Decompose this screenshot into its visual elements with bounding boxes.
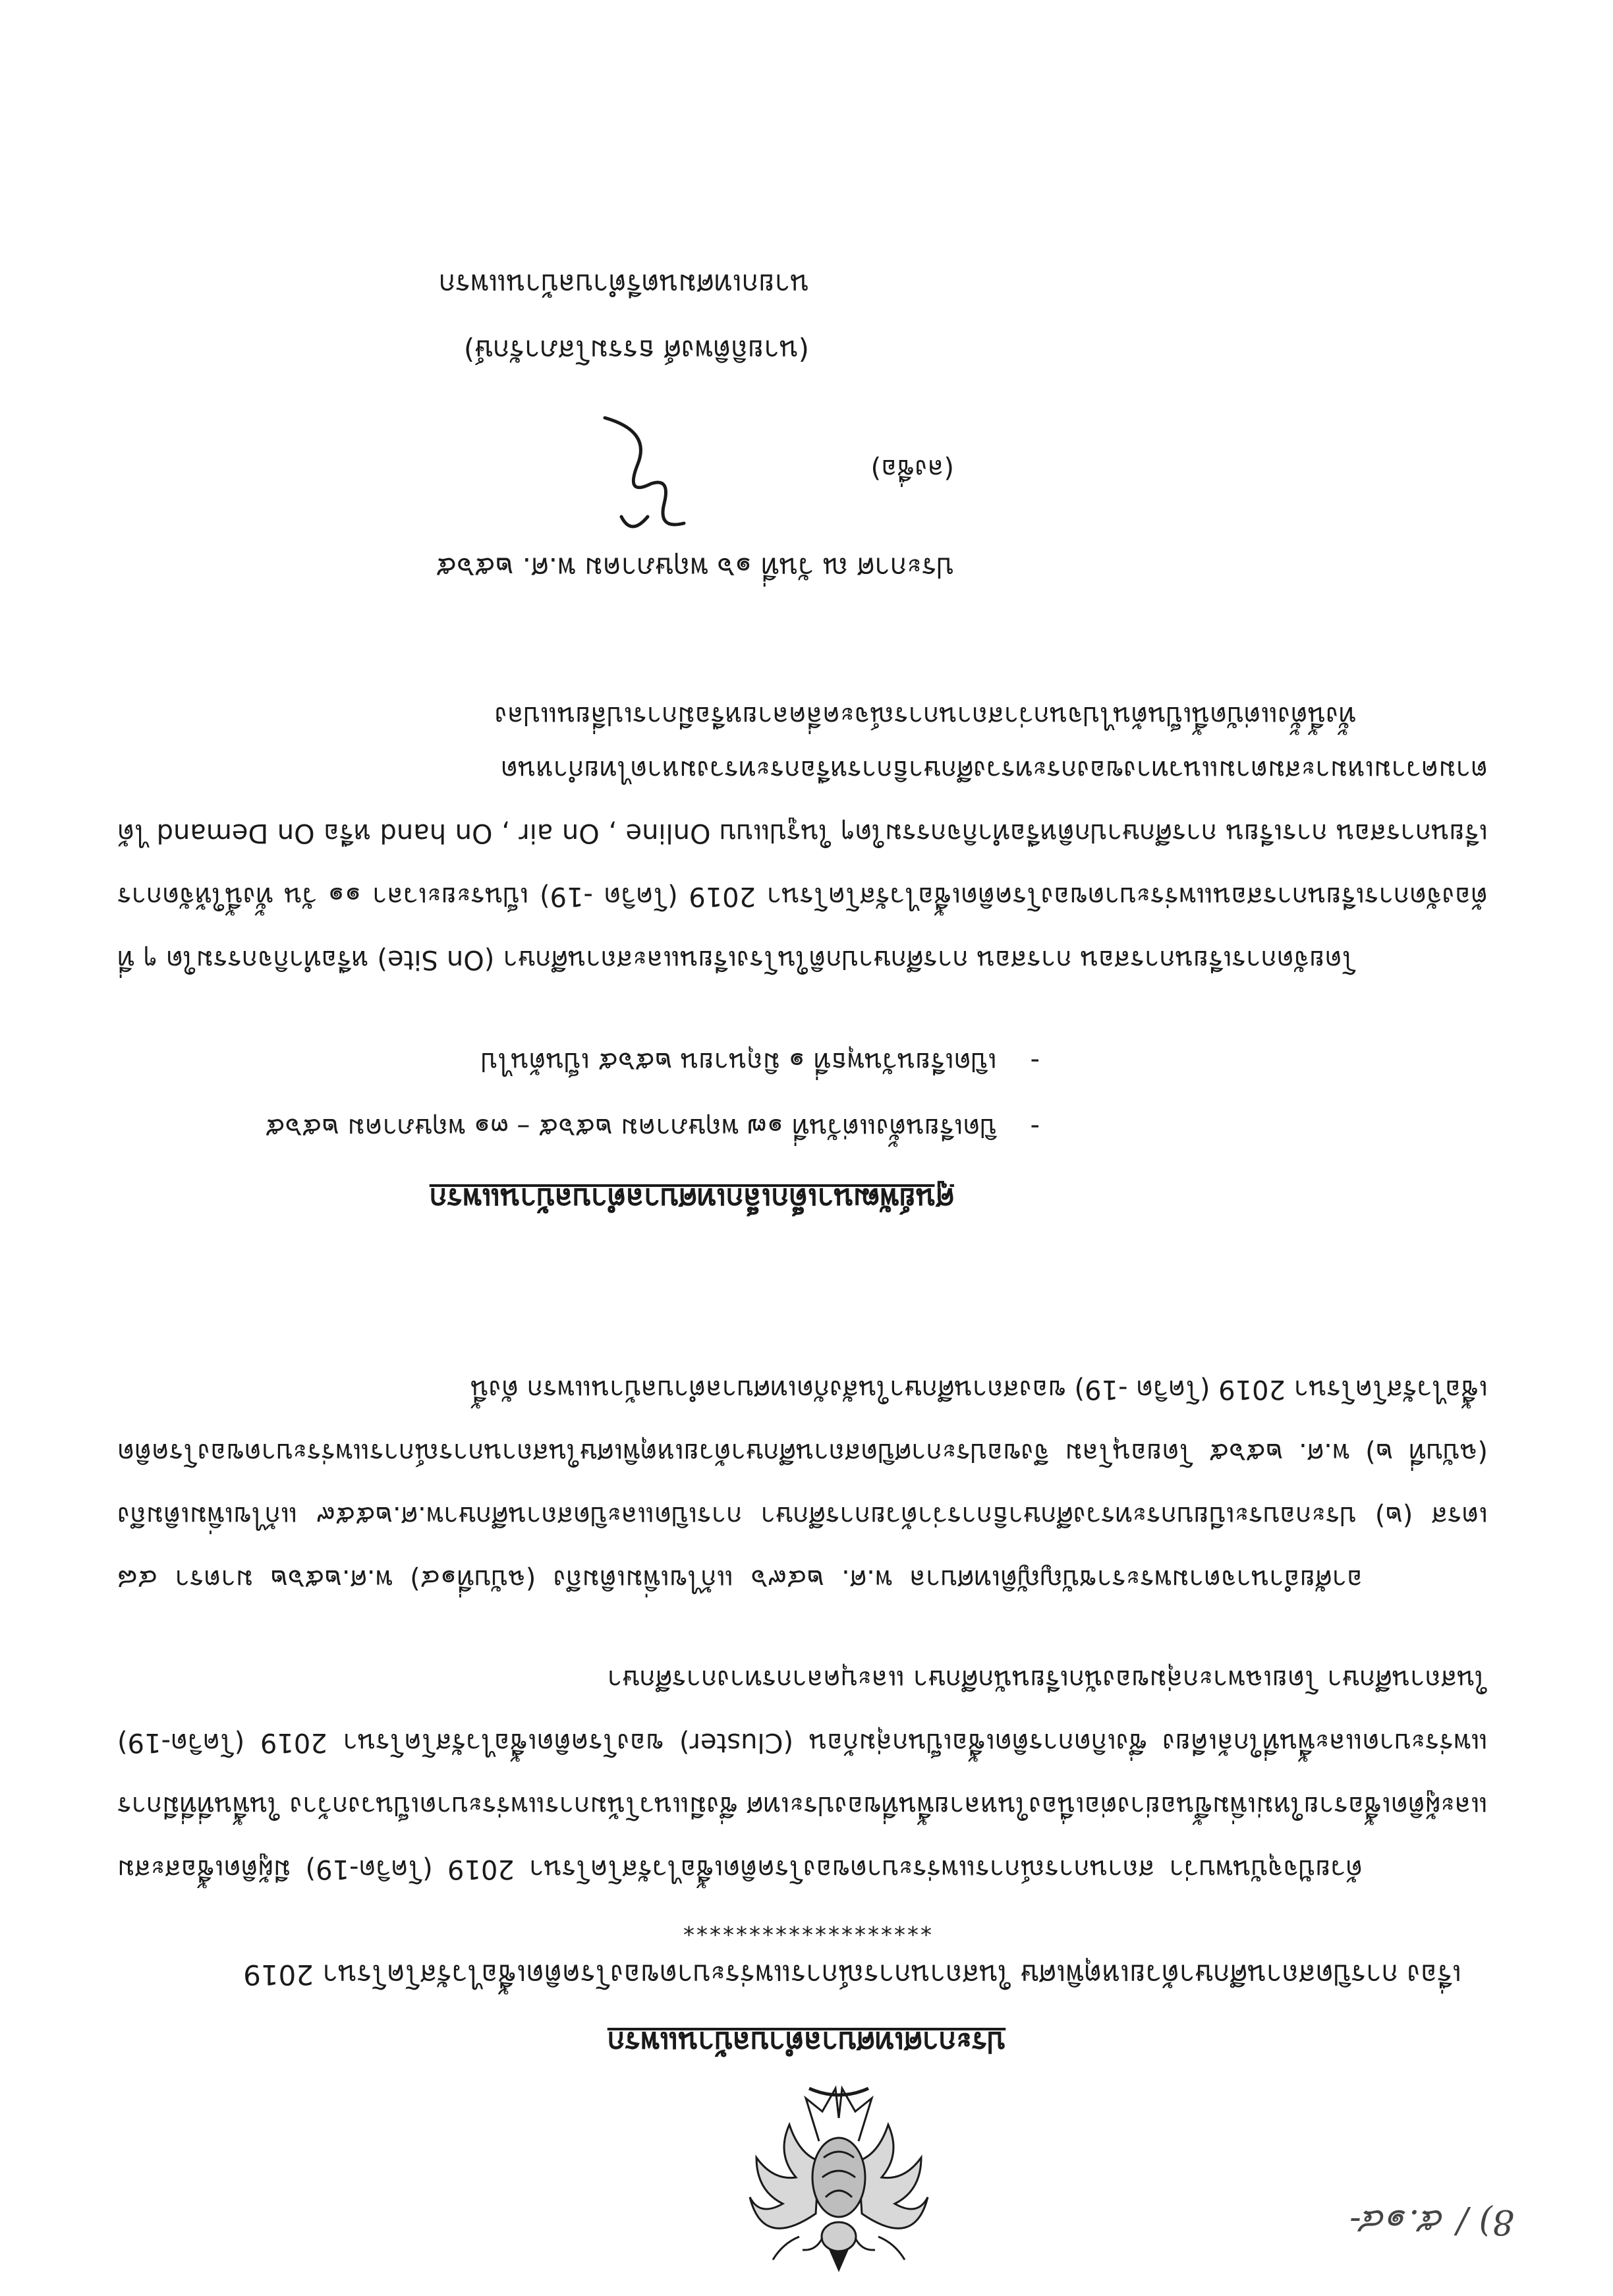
list-item: - เปิดเรียนวันพุธที่ ๑ มิถุนายน ๒๕๖๕ เป็นต้นไป [480, 1047, 1040, 1077]
garuda-emblem-icon [743, 2079, 934, 2276]
signer-name: (นายถิติพงศ์ ธรรมโสภารักษ์) [463, 334, 809, 366]
announcement-date: ประกาศ ณ วันที่ ๑๖ พฤษภาคม พ.ศ. ๒๕๖๕ [436, 552, 954, 584]
announcement-title: ประกาศเทศบาลตำบลบ้านแพรก [607, 2025, 1006, 2059]
signature-icon [585, 411, 697, 543]
signed-label: (ลงชื่อ) [870, 453, 954, 484]
separator: ******************* [681, 1914, 932, 1940]
section-heading: ศูนย์พัฒนาเด็กเล็กเทศบาลตำบลบ้านแพรก [429, 1182, 954, 1215]
handwritten-note: 8) / ๕.๑๔- [1349, 2202, 1514, 2241]
list-item: - ปิดเรียนตั้งแต่วันที่ ๑๗ พฤษภาคม ๒๕๖๕ – ๓๑ พฤษภาคม ๒๕๖๕ [265, 1112, 1040, 1143]
paragraph-4: ทั้งนี้ตั้งแต่บัดนี้เป็นต้นไปจนกว่าสถานการณ์จะคลี่คลายหรือมีการเปลี่ยนแปลง [494, 701, 1356, 731]
bullet-text: ปิดเรียนตั้งแต่วันที่ ๑๗ พฤษภาคม ๒๕๖๕ – ๓๑ พฤษภาคม ๒๕๖๕ [265, 1112, 997, 1143]
subject-line: เรื่อง การปิดสถานศึกษาด้วยเหตุพิเศษ ในสถานการณ์การแพร่ระบาดของโรคติดเชื้อไวรัสโคโรนา 2019 [243, 1959, 1461, 1991]
paragraph-2: อาศัยอำนาจตามพระราชบัญญัติเทศบาล พ.ศ. ๒๔๙๖ แก้ไขเพิ่มเติมถึง (ฉบับที่๑๔) พ.ศ.๒๕๖๒ มาตรา ๔๘ เตรส (๒) ประกอบระเบียบกระทรวงศึกษาธิการว่าด้วยการศึกษา การเปิดและปิดสถานศึกษาพ.ศ.๒๕๕๙ แก้ไขเพิ่มเติมถึง (ฉบับที่ ๒) พ.ศ. ๒๕๖๕ โดยอนุโลม จึงขอประกาศปิดสถานศึกษาด้วยเหตุพิเศษในสถานการณ์การแพร่ระบาดของโรคติดเชื้อไวรัสโคโรนา 2019 (โควิด -19) ของสถานศึกษาในสังกัดเทศบาลตำบลบ้านแพรก ดังนี้ [117, 1374, 1488, 1594]
paragraph-3: โดยจัดการเรียนการสอน การสอน การศึกษาปกติในโรงเรียนและสถานศึกษา (On Site) หรือทำกิจกรรมใด ๆ ที่ต้องจัดการเรียนการสอนแพร่ระบาดของโรคติดเชื้อไวรัสโคโรนา 2019 (โควิด -19) เป็นระยะเวลา ๑๑ วัน ทั้งนี้ให้จัดการเรียนการสอน การเรียน การศึกษาปกติหรือทำกิจกรรมใดๆ ในรูปแบบ Online , On air , On hand หรือ On Demand ได้ตามความเหมาะสมตามแนวทางของกระทรวงศึกษาธิการหรือกระทรวงมหาดไทยกำหนด [117, 755, 1488, 975]
bullet-text: เปิดเรียนวันพุธที่ ๑ มิถุนายน ๒๕๖๕ เป็นต้นไป [480, 1047, 997, 1077]
signer-position: นายกเทศมนตรีตำบลบ้านแพรก [438, 268, 809, 301]
paragraph-1: ด้วยปัจจุบันพบว่า สถานการณ์การแพร่ระบาดของโรคติดเชื้อไวรัสโคโรนา 2019 (โควิด-19) มีผู้ติดเชื้อสะสมและผู้ติดเชื้อรายใหม่เพิ่มขึ้นอย่างต่อเนื่องในหลายพื้นที่ของประเทศ ซึ่งมีแนวโน้มการแพร่ระบาดเป็นวงกว้าง ในพื้นที่ที่มีการแพร่ระบาดและพื้นที่ใกล้เคียง ซึ่งเกิดการติดเชื้อเป็นกลุ่มก้อน (Cluster) ของโรคติดเชื้อไวรัสโคโรนา 2019 (โควิด-19) ในสถานศึกษา โดยเฉพาะกลุ่มของนักเรียนนักศึกษา และบุคลากรทางการศึกษา [117, 1664, 1488, 1884]
bullet-list [51, 1040, 1040, 1149]
